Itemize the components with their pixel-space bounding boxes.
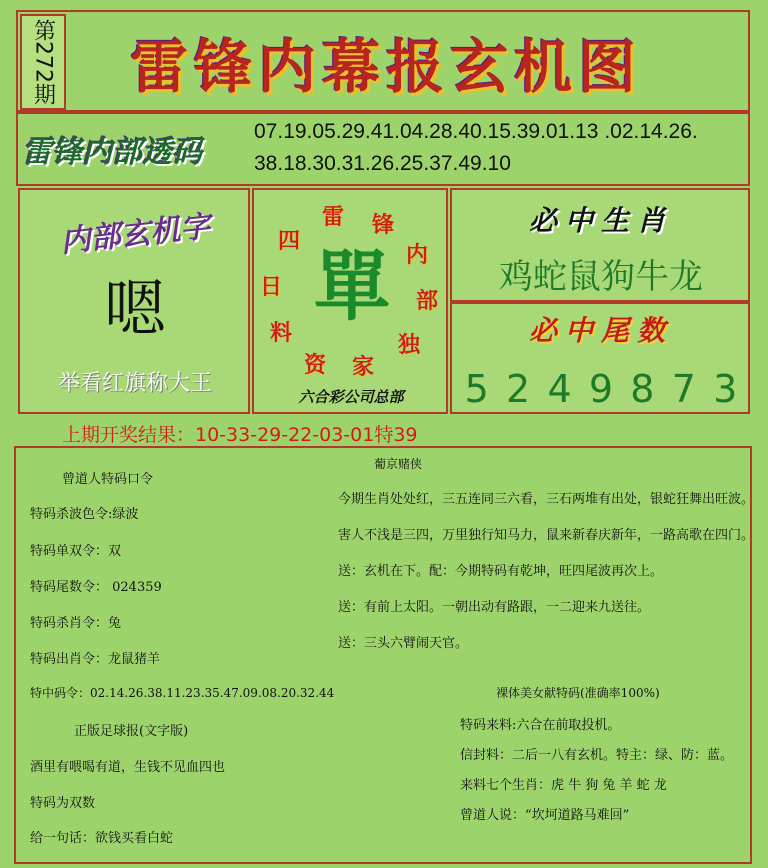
riddle-word: 嗯 bbox=[103, 271, 166, 345]
insider-numbers-line1: 07.19.05.29.41.04.28.40.15.39.01.13 .02.14.26. bbox=[254, 120, 698, 143]
tail-digit: 8 bbox=[630, 367, 655, 411]
tail-digit: 9 bbox=[588, 367, 614, 411]
riddle-label: 内部玄机字 bbox=[58, 209, 212, 260]
ring-char: 锋 bbox=[372, 212, 395, 238]
ring-char: 内 bbox=[406, 242, 429, 268]
tail-digit: 5 bbox=[464, 367, 489, 411]
left-line: 给一句话：欲钱买看白蛇 bbox=[30, 831, 174, 846]
right-line: 送：三头六臂闹天官。 bbox=[338, 636, 469, 651]
tail-digit: 4 bbox=[547, 367, 572, 411]
ring-char: 雷 bbox=[322, 204, 345, 230]
left-line: 特码尾数令： 024359 bbox=[30, 580, 162, 595]
left-heading-2: 正版足球报(文字版) bbox=[74, 724, 189, 739]
left-heading: 曾道人特码口令 bbox=[62, 472, 154, 487]
must-zodiac-value: 鸡蛇鼠狗牛龙 bbox=[499, 256, 703, 297]
last-result: 上期开奖结果：10-33-29-22-03-01特39 bbox=[62, 424, 418, 446]
issue-number: 第272期 bbox=[20, 14, 66, 110]
right-line: 特码来料:六合在前取投机。 bbox=[460, 718, 621, 733]
tail-digit: 7 bbox=[671, 367, 696, 411]
company-name: 六合彩公司总部 bbox=[298, 388, 404, 406]
right-line: 今期生肖处处红，三五连同三六看，三石两堆有出处，银蛇狂舞出旺波。 bbox=[338, 492, 755, 507]
ring-char: 料 bbox=[270, 320, 293, 346]
tail-digit: 3 bbox=[713, 367, 738, 411]
insider-numbers bbox=[254, 116, 744, 180]
right-heading-2: 裸体美女献特码(准确率100%) bbox=[496, 686, 660, 700]
tail-digit: 2 bbox=[506, 367, 531, 411]
ring-char: 部 bbox=[416, 288, 439, 314]
insider-label: 雷锋内部透码 bbox=[22, 135, 202, 170]
must-tail-label: 必中尾数 bbox=[528, 314, 673, 347]
ring-char: 日 bbox=[260, 274, 283, 300]
right-line: 曾道人说：“坎坷道路马难回” bbox=[460, 808, 630, 823]
ring-char: 资 bbox=[304, 352, 327, 378]
riddle-phrase: 举看红旗称大王 bbox=[57, 371, 212, 396]
left-line: 特中码令：02.14.26.38.11.23.35.47.09.08.20.32.44 bbox=[30, 686, 335, 700]
ring-char: 独 bbox=[398, 332, 421, 358]
center-big-char: 單 bbox=[314, 241, 390, 331]
left-line: 特码杀波色令:绿波 bbox=[30, 507, 139, 522]
left-line: 酒里有喂喝有道，生钱不见血四也 bbox=[30, 760, 226, 775]
right-line: 害人不浅是三四，万里独行知马力，鼠来新春庆新年，一路高歌在四门。 bbox=[338, 528, 755, 543]
ring-char: 四 bbox=[278, 228, 301, 254]
must-zodiac-label: 必中生肖 bbox=[528, 204, 673, 237]
insider-numbers-line2: 38.18.30.31.26.25.37.49.10 bbox=[254, 152, 511, 175]
page-title: 雷锋内幕报玄机图 bbox=[129, 33, 642, 101]
right-line: 送：有前上太阳。一朝出动有路跟，一二迎来九送往。 bbox=[338, 600, 651, 615]
left-line: 特码杀肖令：兔 bbox=[30, 616, 122, 631]
ring-char: 家 bbox=[352, 354, 375, 380]
must-tail-digits bbox=[456, 362, 746, 416]
left-line: 特码单双令：双 bbox=[30, 544, 122, 559]
left-line: 特码为双数 bbox=[30, 796, 96, 811]
right-line: 来料七个生肖：虎 牛 狗 兔 羊 蛇 龙 bbox=[460, 778, 667, 793]
right-line: 信封料：二后一八有玄机。特主：绿、防：蓝。 bbox=[460, 748, 734, 763]
right-line: 送：玄机在下。配：今期特码有乾坤，旺四尾波再次上。 bbox=[338, 564, 664, 579]
right-heading: 葡京赌侠 bbox=[374, 457, 423, 471]
left-line: 特码出肖令：龙鼠猪羊 bbox=[30, 652, 161, 667]
